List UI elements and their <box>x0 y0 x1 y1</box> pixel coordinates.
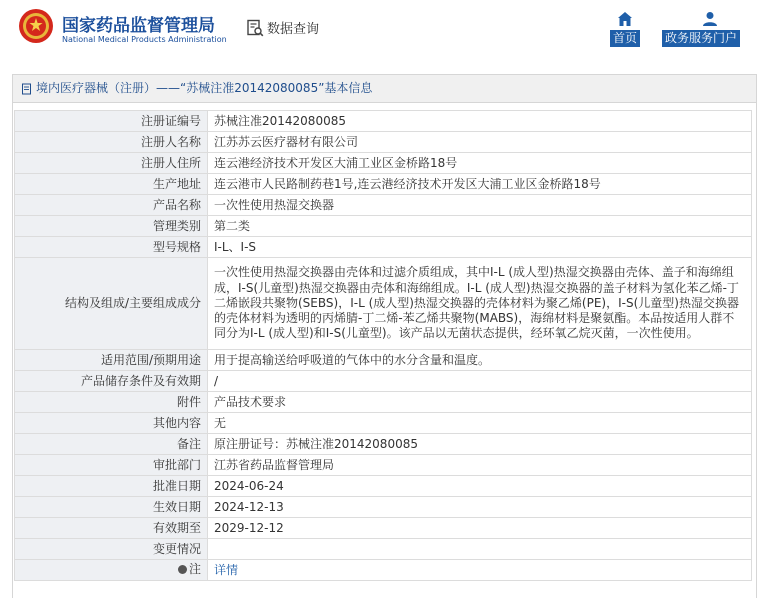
table-row <box>15 413 752 434</box>
site-header <box>0 0 759 60</box>
table-row <box>15 455 752 476</box>
table-row <box>15 258 752 350</box>
field-value: 无 <box>208 413 752 434</box>
field-label: 备注 <box>15 434 208 455</box>
bulb-icon <box>178 565 187 574</box>
note-key-text: 注 <box>188 562 201 576</box>
breadcrumb <box>13 75 756 103</box>
national-emblem-icon <box>18 8 54 44</box>
field-value: I-L、I-S <box>208 237 752 258</box>
table-row <box>15 153 752 174</box>
table-row <box>15 497 752 518</box>
record-panel <box>12 74 757 598</box>
field-value: 2024-06-24 <box>208 476 752 497</box>
field-label: 结构及组成/主要组成成分 <box>15 258 208 350</box>
table-row <box>15 195 752 216</box>
table-row <box>15 132 752 153</box>
document-icon <box>21 83 33 95</box>
field-value: 产品技术要求 <box>208 392 752 413</box>
field-value: 一次性使用热湿交换器由壳体和过滤介质组成，其中I-L (成人型)热湿交换器由壳体、盖子和海绵组成，I-S(儿童型)热湿交换器由壳体和海绵组成。I-L (成人型)热湿交换器的盖子材料为氢化苯乙烯-丁二烯嵌段共聚物(SEBS)，I-L (成人型)热湿交换器的壳体材料为聚乙烯(PE)，I-S(儿童型)热湿交换器的壳体材料为透明的丙烯腈-丁二烯-苯乙烯共聚物(MABS)，海绵材料是聚氨酯。本品按适用人群不同分为I-L (成人型)和I-S(儿童型)。该产品以无菌状态提供，经环氧乙烷灭菌，一次性使用。 <box>208 258 752 350</box>
nav-service-portal-button[interactable] <box>662 10 740 47</box>
table-row <box>15 476 752 497</box>
table-row <box>15 174 752 195</box>
field-value: 江苏苏云医疗器材有限公司 <box>208 132 752 153</box>
table-row <box>15 434 752 455</box>
field-label: 注册人名称 <box>15 132 208 153</box>
table-row <box>15 237 752 258</box>
field-label: 产品名称 <box>15 195 208 216</box>
field-label: 注册人住所 <box>15 153 208 174</box>
user-icon <box>701 10 719 28</box>
field-value <box>208 539 752 560</box>
field-label: 生效日期 <box>15 497 208 518</box>
field-value: 2029-12-12 <box>208 518 752 539</box>
field-label: 注册证编号 <box>15 111 208 132</box>
record-table <box>14 110 752 581</box>
field-value: / <box>208 371 752 392</box>
data-query-link[interactable] <box>246 18 319 37</box>
field-value: 原注册证号：苏械注准20142080085 <box>208 434 752 455</box>
field-value: 第二类 <box>208 216 752 237</box>
field-label: 产品储存条件及有效期 <box>15 371 208 392</box>
field-label: 批准日期 <box>15 476 208 497</box>
field-value: 江苏省药品监督管理局 <box>208 455 752 476</box>
field-label: 有效期至 <box>15 518 208 539</box>
field-label: 适用范围/预期用途 <box>15 350 208 371</box>
field-value: 连云港经济技术开发区大浦工业区金桥路18号 <box>208 153 752 174</box>
site-subtitle: National Medical Products Administration <box>62 35 227 44</box>
table-row <box>15 216 752 237</box>
search-document-icon <box>246 19 264 37</box>
note-value <box>208 560 752 581</box>
site-title[interactable]: 国家药品监督管理局 <box>62 16 215 36</box>
field-label: 附件 <box>15 392 208 413</box>
table-row <box>15 392 752 413</box>
field-label: 管理类别 <box>15 216 208 237</box>
table-row <box>15 111 752 132</box>
nav-home-label: 首页 <box>610 30 640 47</box>
table-row <box>15 371 752 392</box>
field-value: 连云港市人民路制药巷1号,连云港经济技术开发区大浦工业区金桥路18号 <box>208 174 752 195</box>
field-value: 用于提高输送给呼吸道的气体中的水分含量和温度。 <box>208 350 752 371</box>
field-label: 型号规格 <box>15 237 208 258</box>
field-value: 2024-12-13 <box>208 497 752 518</box>
field-label: 审批部门 <box>15 455 208 476</box>
breadcrumb-text: 境内医疗器械（注册）——“苏械注准20142080085”基本信息 <box>36 81 373 95</box>
home-icon <box>616 10 634 28</box>
table-row <box>15 560 752 581</box>
field-value: 一次性使用热湿交换器 <box>208 195 752 216</box>
table-row <box>15 539 752 560</box>
field-label: 其他内容 <box>15 413 208 434</box>
nav-service-portal-label: 政务服务门户 <box>662 30 740 47</box>
data-query-label: 数据查询 <box>267 22 320 37</box>
details-link[interactable]: 详情 <box>214 562 239 577</box>
field-label: 变更情况 <box>15 539 208 560</box>
table-row <box>15 518 752 539</box>
field-label: 生产地址 <box>15 174 208 195</box>
nav-home-button[interactable] <box>610 10 640 47</box>
note-label <box>15 560 208 581</box>
field-value: 苏械注准20142080085 <box>208 111 752 132</box>
table-row <box>15 350 752 371</box>
